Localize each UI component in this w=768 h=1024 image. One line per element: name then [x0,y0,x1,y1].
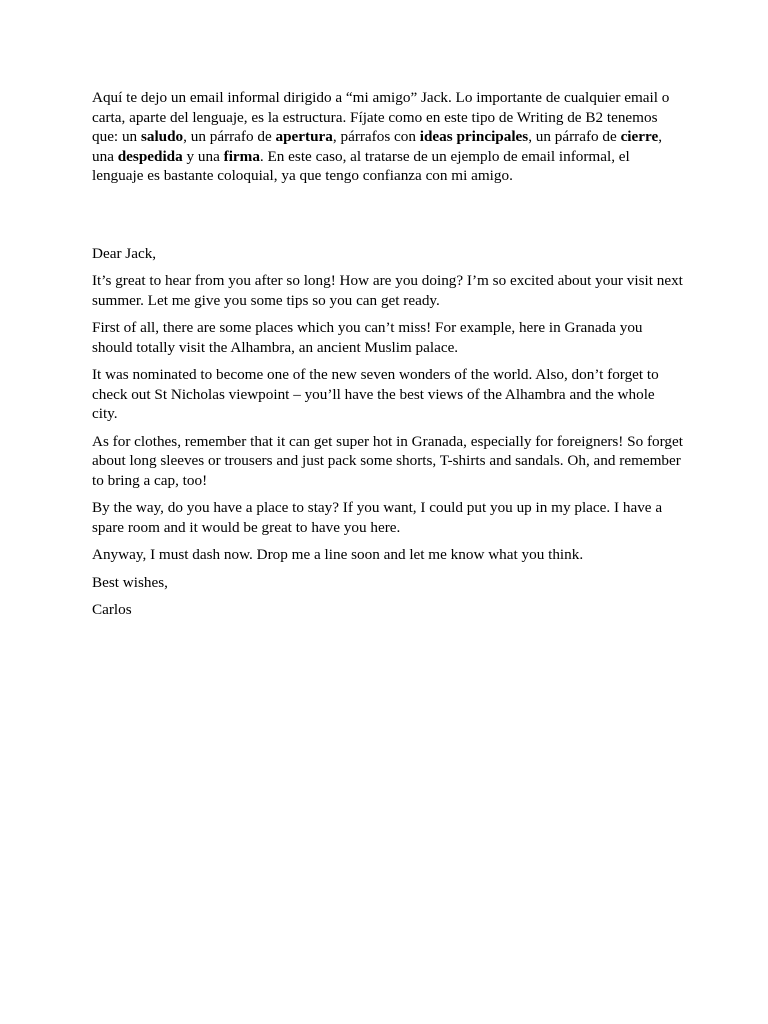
intro-bold-ideas-principales: ideas principales [419,128,529,145]
email-paragraph: By the way, do you have a place to stay? If you want, I could put you up in my place. I have a spare room and it would be great to have you here. [92,499,663,536]
email-greeting: Dear Jack, [92,244,157,262]
intro-bold-despedida: despedida [117,147,183,165]
intro-paragraph [92,88,684,186]
intro-text: y una [182,147,224,165]
document-page [92,88,684,628]
email-signature: Carlos [92,601,132,618]
intro-text: , párrafos con [332,128,420,145]
email-paragraph: Anyway, I must dash now. Drop me a line soon and let me know what you think. [92,546,584,563]
intro-text: . En este caso, al tratarse de un ejemplo de email informal, el lenguaje es bastante coloquial, ya que tengo confianza con mi amigo. [92,147,630,184]
intro-bold-saludo: saludo [140,128,184,145]
intro-bold-cierre: cierre [620,128,659,145]
intro-text: Aquí te dejo un email informal dirigido a “mi amigo” Jack. Lo importante de cualquier email o carta, aparte del lenguaje, es la estructura. Fíjate como en este tipo de Writing de B2 tenemos que: un [92,89,670,145]
intro-bold-firma: firma [223,147,260,165]
intro-bold-apertura: apertura [275,128,333,145]
intro-text: , un párrafo de [528,128,621,145]
email-closing: Best wishes, [92,573,168,591]
intro-text: , una [92,128,663,165]
email-paragraph: As for clothes, remember that it can get super hot in Granada, especially for foreigners! So forget about long sleeves or trousers and just pack some shorts, T-shirts and sandals. Oh, and remember to bring a cap, too! [92,432,683,489]
email-paragraph: It’s great to hear from you after so long! How are you doing? I’m so excited about your visit next summer. Let me give you some tips so you can get ready. [92,272,683,309]
intro-text: , un párrafo de [183,128,276,145]
email-paragraph: First of all, there are some places which you can’t miss! For example, here in Granada you should totally visit the Alhambra, an ancient Muslim palace. [92,319,643,356]
email-paragraph: It was nominated to become one of the new seven wonders of the world. Also, don’t forget to check out St Nicholas viewpoint – you’ll have the best views of the Alhambra and the whole city. [92,366,659,422]
email-letter [92,244,684,620]
